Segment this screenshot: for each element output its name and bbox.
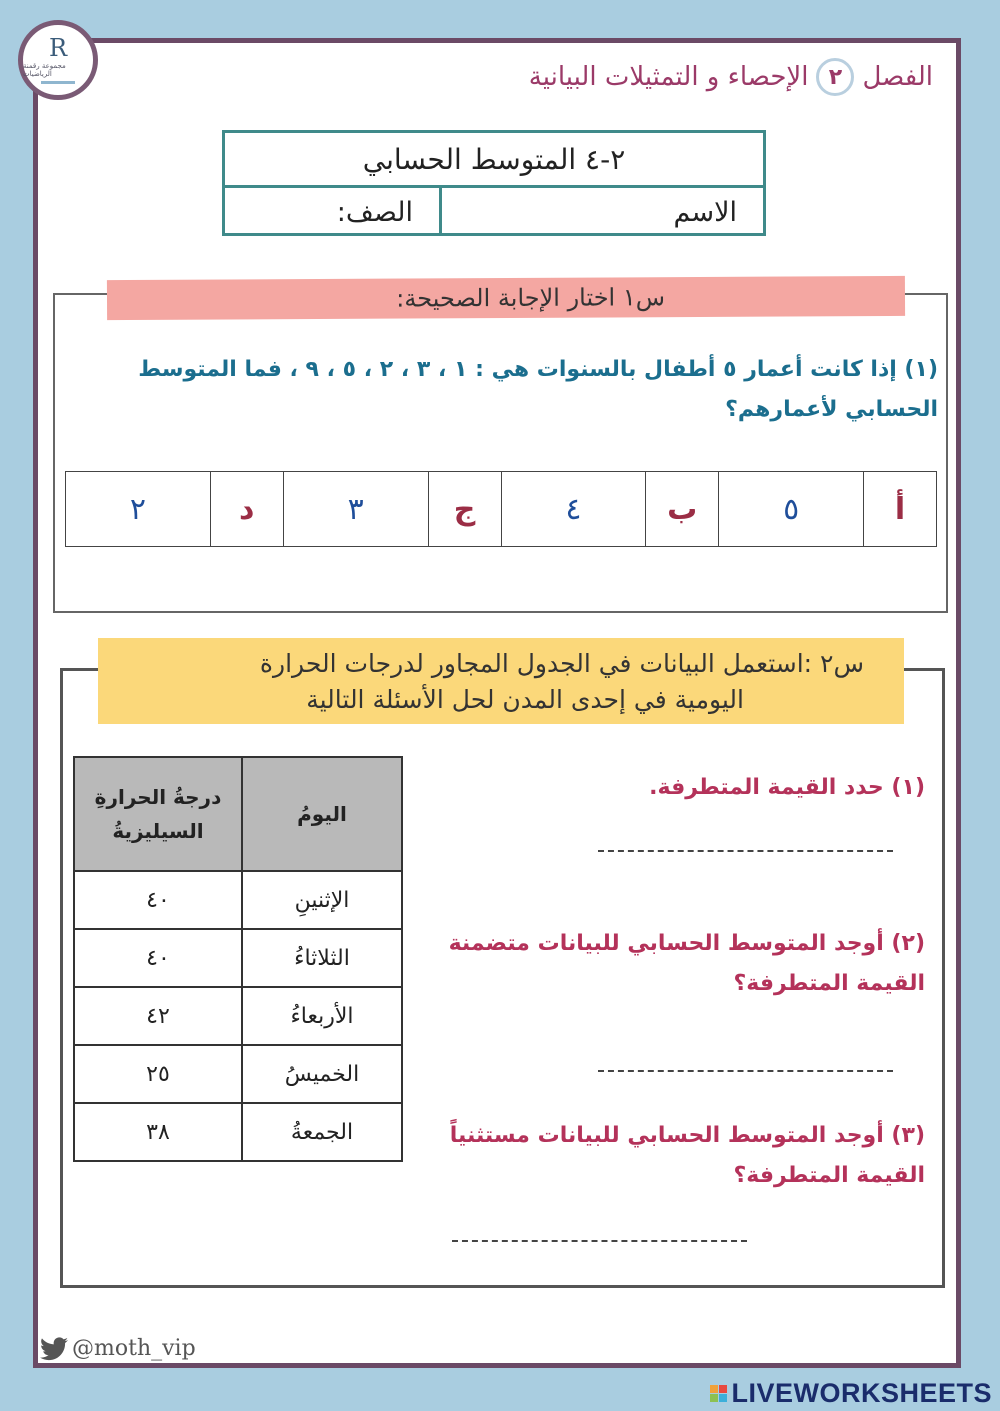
- table-row: [74, 929, 402, 987]
- section2-heading-line1: س٢ :استعمل البيانات في الجدول المجاور لدرجات الحرارة: [259, 649, 864, 678]
- table-row: [74, 871, 402, 929]
- liveworksheets-wordmark: LIVEWORKSHEETS: [731, 1378, 992, 1408]
- lesson-title: ٢-٤ المتوسط الحسابي: [225, 133, 763, 188]
- option-value-c[interactable]: ٣: [283, 472, 428, 547]
- table-cell-temp: ٤٢: [74, 987, 242, 1045]
- table-header-temp-line1: درجةُ الحرارةِ: [94, 785, 222, 809]
- answer-options: [65, 471, 937, 547]
- table-row: [74, 1045, 402, 1103]
- section1-heading: س١ اختار الإجابة الصحيحة:: [107, 276, 905, 320]
- option-letter-d: د: [210, 472, 283, 547]
- liveworksheets-logo-icon: [710, 1385, 727, 1402]
- answer-line-3[interactable]: [452, 1240, 747, 1242]
- table-row: [74, 987, 402, 1045]
- grade-label: الصف:: [336, 196, 413, 228]
- table-cell-day: الأربعاءُ: [242, 987, 402, 1045]
- table-header-day: اليومُ: [242, 757, 402, 871]
- lesson-title-box: [222, 130, 766, 236]
- logo-bar: [41, 81, 75, 84]
- option-value-a[interactable]: ٥: [719, 472, 864, 547]
- chapter-label: الفصل: [862, 62, 933, 92]
- option-value-b[interactable]: ٤: [501, 472, 646, 547]
- option-value-d[interactable]: ٢: [66, 472, 211, 547]
- option-letter-a: أ: [864, 472, 937, 547]
- section2-question-1: (١) حدد القيمة المتطرفة.: [649, 775, 925, 800]
- table-header-temp: [74, 757, 242, 871]
- answer-line-1[interactable]: [598, 850, 893, 852]
- grade-field[interactable]: [225, 188, 439, 236]
- name-label: الاسم: [673, 196, 737, 228]
- section2-question-2: (٢) أوجد المتوسط الحسابي للبيانات متضمنة القيمة المتطرفة؟: [448, 931, 925, 996]
- table-row: [74, 1103, 402, 1161]
- option-letter-b: ب: [646, 472, 719, 547]
- answer-line-2[interactable]: [598, 1070, 893, 1072]
- group-logo: [18, 20, 98, 100]
- twitter-handle: @moth_vip: [72, 1336, 196, 1361]
- liveworksheets-brand: [710, 1378, 992, 1409]
- logo-caption: مجموعة رقمنة الرياضيات: [23, 62, 66, 78]
- table-cell-day: الثلاثاءُ: [242, 929, 402, 987]
- section2-heading-line2: اليومية في إحدى المدن لحل الأسئلة التالية: [306, 685, 744, 714]
- section2-heading: [98, 638, 904, 724]
- section2-question-3: (٣) أوجد المتوسط الحسابي للبيانات مستثنياً القيمة المتطرفة؟: [449, 1123, 925, 1188]
- table-cell-temp: ٤٠: [74, 929, 242, 987]
- logo-mark: R: [48, 34, 68, 62]
- section1-question: (١) إذا كانت أعمار ٥ أطفال بالسنوات هي : ١ ، ٣ ، ٢ ، ٥ ، ٩ ، فما المتوسط الحسابي لأعمارهم؟: [138, 357, 938, 422]
- chapter-header: [529, 58, 933, 96]
- table-cell-day: الخميسُ: [242, 1045, 402, 1103]
- table-header-temp-line2: السيليزيةُ: [112, 819, 204, 843]
- temperature-table: [73, 756, 403, 1162]
- table-cell-temp: ٢٥: [74, 1045, 242, 1103]
- chapter-title: الإحصاء و التمثيلات البيانية: [528, 62, 809, 92]
- table-cell-temp: ٣٨: [74, 1103, 242, 1161]
- section1-box: [53, 293, 948, 613]
- table-cell-day: الإثنينِ: [242, 871, 402, 929]
- option-letter-c: ج: [428, 472, 501, 547]
- twitter-bird-icon: [40, 1337, 68, 1361]
- table-cell-temp: ٤٠: [74, 871, 242, 929]
- chapter-number-badge: ٢: [816, 58, 854, 96]
- twitter-credit: [40, 1336, 196, 1361]
- name-field[interactable]: [439, 188, 763, 236]
- table-cell-day: الجمعةُ: [242, 1103, 402, 1161]
